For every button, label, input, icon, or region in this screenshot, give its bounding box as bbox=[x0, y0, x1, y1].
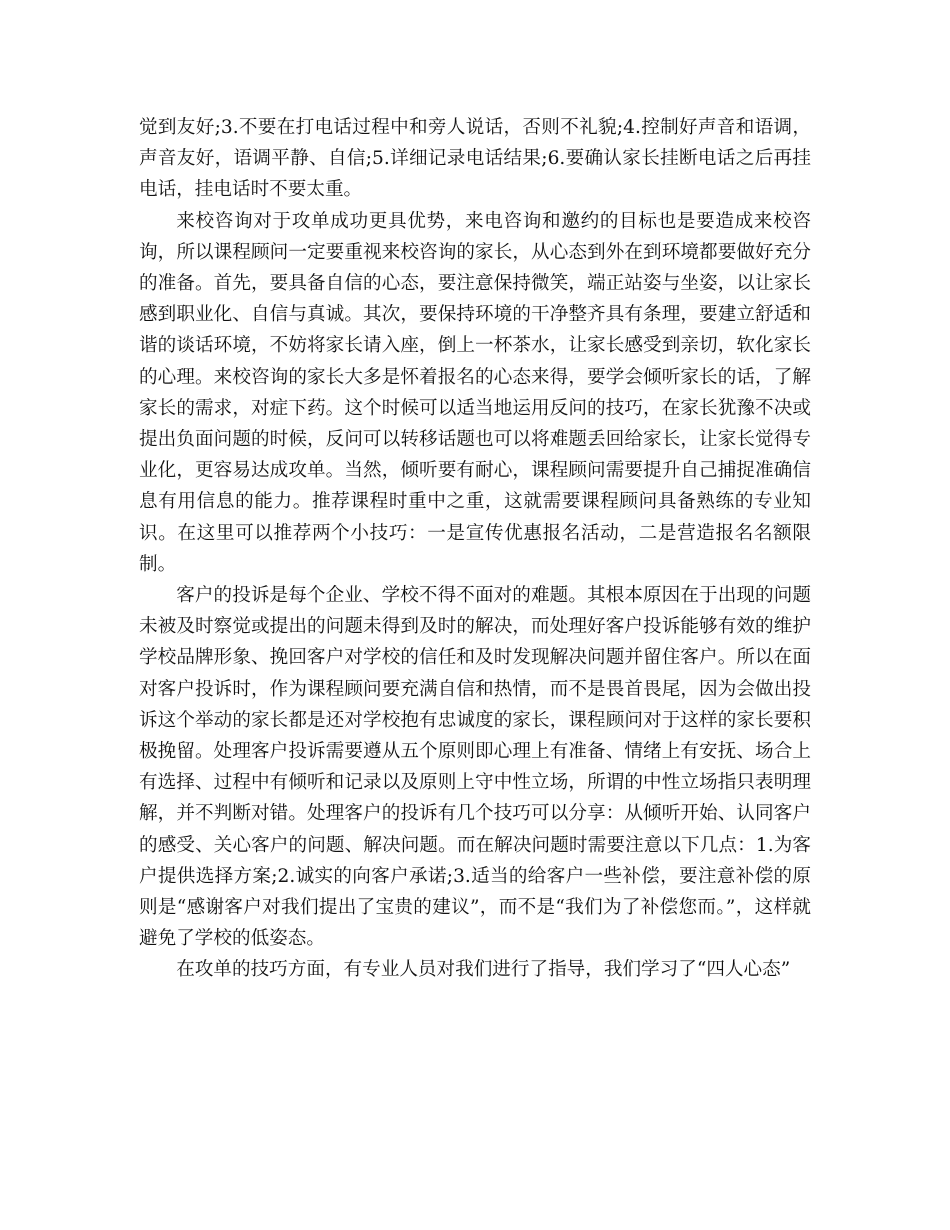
paragraph-4: 在攻单的技巧方面，有专业人员对我们进行了指导，我们学习了“四人心态” bbox=[176, 959, 791, 981]
paragraph-2: 来校咨询对于攻单成功更具优势，来电咨询和邀约的目标也是要造成来校咨询，所以课程顾问一定要重视来校咨询的家长，从心态到外在到环境都要做好充分的准备。首先，要具备自信的心态，要注意保持微笑，端正站姿与坐姿，以让家长感到职业化、自信与真诚。其次，要保持环境的干净整齐具有条理，要建立舒适和谐的谈话环境，不妨将家长请入座，倒上一杯茶水，让家长感受到亲切，软化家长的心理。来校咨询的家长大多是怀着报名的心态来得，要学会倾听家长的话，了解家长的需求，对症下药。这个时候可以适当地运用反问的技巧，在家长犹豫不决或提出负面问题的时候，反问可以转移话题也可以将难题丢回给家长，让家长觉得专业化，更容易达成攻单。当然，倾听要有耐心，课程顾问需要提升自己捕捉准确信息有用信息的能力。推荐课程时重中之重，这就需要课程顾问具备熟练的专业知识。在这里可以推荐两个小技巧：一是宣传优惠报名活动，二是营造报名名额限制。 bbox=[139, 210, 811, 575]
document-body bbox=[139, 112, 811, 986]
paragraph-1: 觉到友好;3.不要在打电话过程中和旁人说话，否则不礼貌;4.控制好声音和语调，声音友好，语调平静、自信;5.详细记录电话结果;6.要确认家长挂断电话之后再挂电话，挂电话时不要太重。 bbox=[139, 117, 811, 201]
paragraph-3: 客户的投诉是每个企业、学校不得不面对的难题。其根本原因在于出现的问题未被及时察觉或提出的问题未得到及时的解决，而处理好客户投诉能够有效的维护学校品牌形象、挽回客户对学校的信任和及时发现解决问题并留住客户。所以在面对客户投诉时，作为课程顾问要充满自信和热情，而不是畏首畏尾，因为会做出投诉这个举动的家长都是还对学校抱有忠诚度的家长，课程顾问对于这样的家长要积极挽留。处理客户投诉需要遵从五个原则即心理上有准备、情绪上有安抚、场合上有选择、过程中有倾听和记录以及原则上守中性立场，所谓的中性立场指只表明理解，并不判断对错。处理客户的投诉有几个技巧可以分享：从倾听开始、认同客户的感受、关心客户的问题、解决问题。而在解决问题时需要注意以下几点：1.为客户提供选择方案;2.诚实的向客户承诺;3.适当的给客户一些补偿，要注意补偿的原则是“感谢客户对我们提出了宝贵的建议”，而不是“我们为了补偿您而。”，这样就避免了学校的低姿态。 bbox=[139, 585, 811, 950]
